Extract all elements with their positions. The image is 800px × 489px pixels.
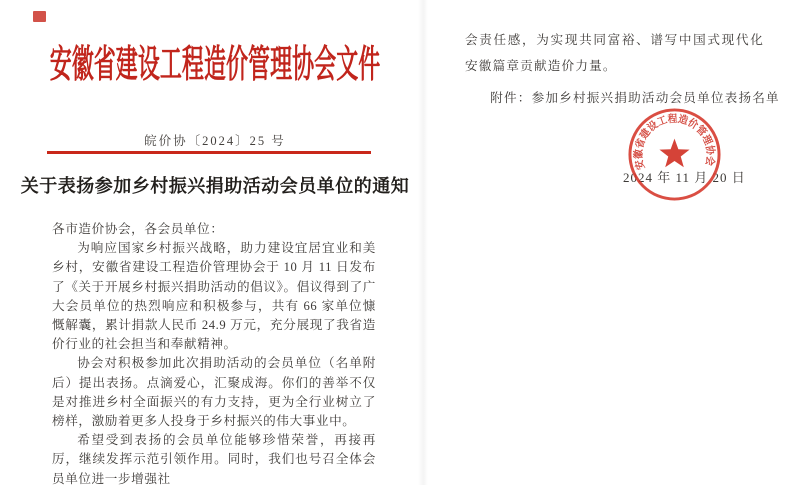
page-right bbox=[430, 0, 800, 485]
salutation: 各市造价协会，各会员单位： bbox=[52, 222, 224, 236]
seal-ring-text: 安徽省建设工程造价管理协会 bbox=[633, 113, 716, 171]
body-text-left bbox=[52, 220, 376, 489]
letterhead-title: 安徽省建设工程造价管理协会文件 bbox=[49, 44, 381, 86]
paragraph-2: 协会对积极参加此次捐助活动的会员单位（名单附后）提出表扬。点滴爱心，汇聚成海。你们的善举不仅是对推进乡村全面振兴的有力支持，更为全行业树立了榜样，激励着更多人投身于乡村振兴的伟大事业中。 bbox=[52, 356, 376, 429]
corner-red-mark bbox=[33, 11, 46, 22]
paragraph-3: 希望受到表扬的会员单位能够珍惜荣誉，再接再厉，继续发挥示范引领作用。同时，我们也号召全体会员单位进一步增强社 bbox=[52, 433, 376, 486]
red-divider-line bbox=[47, 151, 371, 154]
official-seal bbox=[625, 105, 724, 204]
signature-date: 2024 年 11 月 20 日 bbox=[623, 170, 746, 185]
continuation-text: 会责任感，为实现共同富裕、谱写中国式现代化安徽篇章贡献造价力量。 bbox=[465, 33, 764, 73]
notice-title: 关于表扬参加乡村振兴捐助活动会员单位的通知 bbox=[20, 176, 410, 196]
star-icon bbox=[659, 139, 689, 168]
paragraph-1: 为响应国家乡村振兴战略，助力建设宜居宜业和美乡村，安徽省建设工程造价管理协会于 10 月 11 日发布了《关于开展乡村振兴捐助活动的倡议》。倡议得到了广大会员单位的热烈响应和积极参与，共有 66 家单位慷慨解囊，累计捐款人民币 24.9 万元，充分展现了我省造价行业的社会担当和奉献精神。 bbox=[52, 241, 376, 352]
document-number: 皖价协〔2024〕25 号 bbox=[144, 134, 286, 148]
page-edge-shadow bbox=[418, 0, 428, 485]
attachment-line: 附件：参加乡村振兴捐助活动会员单位表扬名单 bbox=[490, 91, 780, 105]
